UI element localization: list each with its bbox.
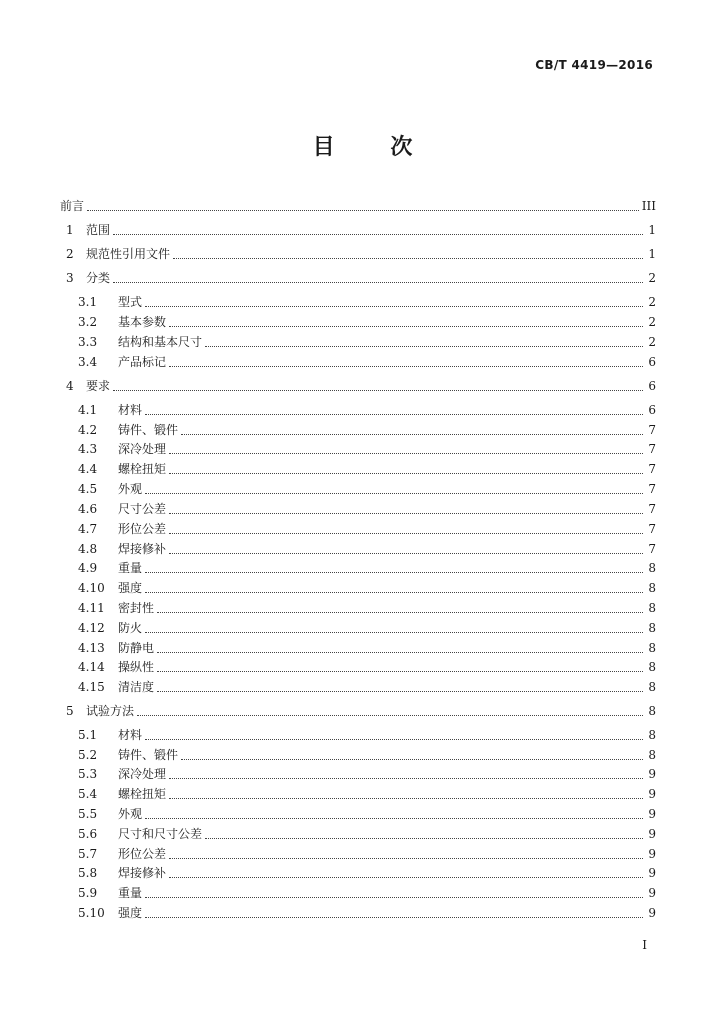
toc-leader-dots bbox=[169, 532, 643, 534]
toc-entry bbox=[60, 517, 656, 537]
toc-leader-dots bbox=[169, 512, 643, 514]
toc-entry bbox=[60, 655, 656, 675]
toc-entry-page: 8 bbox=[648, 581, 656, 595]
toc-entry-label: 基本参数 bbox=[118, 315, 167, 329]
toc-entry-number: 4.6 bbox=[78, 502, 98, 516]
toc-entry-label: 铸件、锻件 bbox=[118, 423, 179, 437]
toc-leader-dots bbox=[145, 631, 643, 633]
toc-entry bbox=[60, 242, 656, 262]
toc-leader-dots bbox=[145, 896, 643, 898]
toc-entry bbox=[60, 762, 656, 782]
toc-entry-label: 螺栓扭矩 bbox=[118, 787, 167, 801]
toc-entry-number: 3.4 bbox=[78, 355, 98, 369]
toc-entry bbox=[60, 743, 656, 763]
toc-leader-dots bbox=[145, 916, 643, 918]
toc-entry-label: 清洁度 bbox=[118, 680, 155, 694]
toc-entry-number: 4.11 bbox=[78, 601, 105, 615]
toc-entry-label: 产品标记 bbox=[118, 355, 167, 369]
toc-entry bbox=[60, 290, 656, 310]
page-number: I bbox=[642, 938, 647, 952]
toc-entry-number: 5.7 bbox=[78, 847, 98, 861]
toc-entry-page: 9 bbox=[648, 866, 656, 880]
toc-entry-label: 要求 bbox=[86, 379, 111, 393]
toc-entry-page: 8 bbox=[648, 704, 656, 718]
toc-entry-number: 4.10 bbox=[78, 581, 105, 595]
toc-entry-label: 前言 bbox=[60, 199, 85, 213]
toc-entry-page: 8 bbox=[648, 728, 656, 742]
toc-entry-number: 5.5 bbox=[78, 807, 98, 821]
toc-entry-label: 范围 bbox=[86, 223, 111, 237]
toc-entry-page: 8 bbox=[648, 748, 656, 762]
toc-entry-label: 深冷处理 bbox=[118, 767, 167, 781]
toc-entry bbox=[60, 861, 656, 881]
toc-entry-page: 8 bbox=[648, 680, 656, 694]
toc-entry-page: 7 bbox=[648, 542, 656, 556]
toc-entry-number: 4.8 bbox=[78, 542, 98, 556]
toc-entry-label: 强度 bbox=[118, 581, 143, 595]
toc-entry bbox=[60, 782, 656, 802]
toc-entry-label: 形位公差 bbox=[118, 522, 167, 536]
toc-entry-number: 1 bbox=[66, 223, 74, 237]
toc-leader-dots bbox=[113, 389, 643, 391]
toc-entry-number: 4.15 bbox=[78, 680, 105, 694]
toc-entry bbox=[60, 822, 656, 842]
toc-leader-dots bbox=[145, 413, 643, 415]
toc-entry-label: 型式 bbox=[118, 295, 143, 309]
toc-entry-page: 6 bbox=[648, 379, 656, 393]
toc-entry-page: 2 bbox=[648, 271, 656, 285]
toc-entry bbox=[60, 881, 656, 901]
toc-entry-page: 9 bbox=[648, 886, 656, 900]
toc-entry-label: 形位公差 bbox=[118, 847, 167, 861]
toc-entry-page: 8 bbox=[648, 561, 656, 575]
toc-entry-number: 5.2 bbox=[78, 748, 98, 762]
toc-leader-dots bbox=[169, 552, 643, 554]
toc-entry bbox=[60, 266, 656, 286]
toc-entry-page: 7 bbox=[648, 462, 656, 476]
toc-entry bbox=[60, 194, 656, 214]
toc-entry-number: 4.5 bbox=[78, 482, 98, 496]
toc-entry-number: 2 bbox=[66, 247, 74, 261]
toc-entry-number: 4.7 bbox=[78, 522, 98, 536]
toc-leader-dots bbox=[169, 857, 643, 859]
toc-entry bbox=[60, 556, 656, 576]
toc-entry-page: 9 bbox=[648, 807, 656, 821]
toc-leader-dots bbox=[181, 758, 643, 760]
toc-entry-label: 密封性 bbox=[118, 601, 155, 615]
toc-entry-label: 重量 bbox=[118, 886, 143, 900]
toc-entry-number: 4.3 bbox=[78, 442, 98, 456]
toc-entry bbox=[60, 437, 656, 457]
toc-entry-page: III bbox=[641, 199, 656, 213]
toc-entry bbox=[60, 616, 656, 636]
toc-entry-number: 5.10 bbox=[78, 906, 105, 920]
toc-leader-dots bbox=[113, 281, 643, 283]
toc-entry bbox=[60, 675, 656, 695]
toc-leader-dots bbox=[169, 472, 643, 474]
toc-entry bbox=[60, 457, 656, 477]
toc-leader-dots bbox=[87, 209, 639, 211]
toc-entry-number: 4.4 bbox=[78, 462, 98, 476]
toc-entry-number: 3.2 bbox=[78, 315, 98, 329]
toc-entry bbox=[60, 418, 656, 438]
toc-entry-label: 铸件、锻件 bbox=[118, 748, 179, 762]
toc-leader-dots bbox=[205, 837, 643, 839]
toc-entry bbox=[60, 330, 656, 350]
toc-leader-dots bbox=[145, 591, 643, 593]
toc-entry-page: 2 bbox=[648, 295, 656, 309]
toc-entry-label: 结构和基本尺寸 bbox=[118, 335, 203, 349]
toc-entry bbox=[60, 842, 656, 862]
toc-entry-page: 9 bbox=[648, 847, 656, 861]
toc-entry-label: 操纵性 bbox=[118, 660, 155, 674]
toc-entry bbox=[60, 699, 656, 719]
toc-leader-dots bbox=[157, 651, 643, 653]
toc-entry bbox=[60, 218, 656, 238]
toc-leader-dots bbox=[145, 305, 643, 307]
toc-entry-page: 6 bbox=[648, 355, 656, 369]
toc-entry-label: 尺寸公差 bbox=[118, 502, 167, 516]
toc-leader-dots bbox=[181, 433, 643, 435]
toc-leader-dots bbox=[169, 797, 643, 799]
toc-entry-page: 7 bbox=[648, 482, 656, 496]
toc-entry-number: 4.9 bbox=[78, 561, 98, 575]
toc-entry bbox=[60, 398, 656, 418]
toc-entry-number: 5.6 bbox=[78, 827, 98, 841]
toc-entry-number: 5 bbox=[66, 704, 74, 718]
toc-entry-label: 防静电 bbox=[118, 641, 155, 655]
toc-entry-number: 4.13 bbox=[78, 641, 105, 655]
toc-entry-label: 防火 bbox=[118, 621, 143, 635]
toc-leader-dots bbox=[145, 738, 643, 740]
toc-leader-dots bbox=[169, 325, 643, 327]
toc-entry bbox=[60, 802, 656, 822]
toc-entry-label: 外观 bbox=[118, 807, 143, 821]
toc-entry bbox=[60, 537, 656, 557]
toc-entry-number: 3.3 bbox=[78, 335, 98, 349]
toc-entry-label: 强度 bbox=[118, 906, 143, 920]
toc-entry-page: 2 bbox=[648, 335, 656, 349]
toc-entry-number: 4.14 bbox=[78, 660, 105, 674]
toc-entry-page: 9 bbox=[648, 827, 656, 841]
toc-entry-label: 深冷处理 bbox=[118, 442, 167, 456]
toc-entry-label: 分类 bbox=[86, 271, 111, 285]
toc-entry bbox=[60, 310, 656, 330]
toc-title: 目 次 bbox=[312, 135, 437, 160]
toc-entry-label: 外观 bbox=[118, 482, 143, 496]
toc-entry-page: 8 bbox=[648, 660, 656, 674]
toc-entry-number: 5.3 bbox=[78, 767, 98, 781]
toc-entry-number: 5.4 bbox=[78, 787, 98, 801]
toc-entry-page: 7 bbox=[648, 442, 656, 456]
toc-entry bbox=[60, 497, 656, 517]
toc-entry-label: 焊接修补 bbox=[118, 542, 167, 556]
toc-entry-label: 焊接修补 bbox=[118, 866, 167, 880]
toc-leader-dots bbox=[173, 257, 643, 259]
toc-entry-number: 5.8 bbox=[78, 866, 98, 880]
toc-entry-number: 4 bbox=[66, 379, 74, 393]
toc-leader-dots bbox=[157, 611, 643, 613]
toc-entry bbox=[60, 901, 656, 921]
toc-leader-dots bbox=[157, 690, 643, 692]
toc-entry bbox=[60, 477, 656, 497]
toc-entry-page: 8 bbox=[648, 641, 656, 655]
toc-entry-number: 4.2 bbox=[78, 423, 98, 437]
toc-entry bbox=[60, 374, 656, 394]
toc-entry-page: 7 bbox=[648, 502, 656, 516]
toc-entry-page: 8 bbox=[648, 601, 656, 615]
toc-entry bbox=[60, 576, 656, 596]
toc-entry-page: 1 bbox=[648, 223, 656, 237]
toc-entry-page: 8 bbox=[648, 621, 656, 635]
toc-entry-label: 重量 bbox=[118, 561, 143, 575]
toc-entry-number: 5.9 bbox=[78, 886, 98, 900]
toc-entry-label: 材料 bbox=[118, 728, 143, 742]
toc-entry-page: 9 bbox=[648, 787, 656, 801]
toc-entry-label: 螺栓扭矩 bbox=[118, 462, 167, 476]
toc-entry-page: 6 bbox=[648, 403, 656, 417]
toc-entry-page: 7 bbox=[648, 423, 656, 437]
toc-entry-label: 规范性引用文件 bbox=[86, 247, 171, 261]
toc-entry-number: 3 bbox=[66, 271, 74, 285]
toc-entry-page: 9 bbox=[648, 906, 656, 920]
toc-leader-dots bbox=[145, 571, 643, 573]
toc-leader-dots bbox=[205, 345, 643, 347]
toc-entry-page: 2 bbox=[648, 315, 656, 329]
toc-entry-number: 4.12 bbox=[78, 621, 105, 635]
toc-leader-dots bbox=[169, 777, 643, 779]
toc-entry bbox=[60, 596, 656, 616]
toc-entry-label: 材料 bbox=[118, 403, 143, 417]
toc-leader-dots bbox=[137, 714, 643, 716]
toc-entry-page: 9 bbox=[648, 767, 656, 781]
toc-leader-dots bbox=[169, 365, 643, 367]
toc-entry-number: 4.1 bbox=[78, 403, 98, 417]
standard-code: CB/T 4419—2016 bbox=[535, 58, 653, 72]
toc-leader-dots bbox=[113, 233, 643, 235]
toc-entry-number: 5.1 bbox=[78, 728, 98, 742]
toc-entry bbox=[60, 636, 656, 656]
toc-entry-page: 7 bbox=[648, 522, 656, 536]
toc-entry-label: 试验方法 bbox=[86, 704, 135, 718]
toc-leader-dots bbox=[169, 876, 643, 878]
toc-entry-label: 尺寸和尺寸公差 bbox=[118, 827, 203, 841]
toc-leader-dots bbox=[169, 452, 643, 454]
toc-entry bbox=[60, 723, 656, 743]
toc-leader-dots bbox=[145, 817, 643, 819]
toc-leader-dots bbox=[145, 492, 643, 494]
toc-entry-number: 3.1 bbox=[78, 295, 98, 309]
toc-leader-dots bbox=[157, 670, 643, 672]
toc-entry bbox=[60, 350, 656, 370]
toc-entry-page: 1 bbox=[648, 247, 656, 261]
